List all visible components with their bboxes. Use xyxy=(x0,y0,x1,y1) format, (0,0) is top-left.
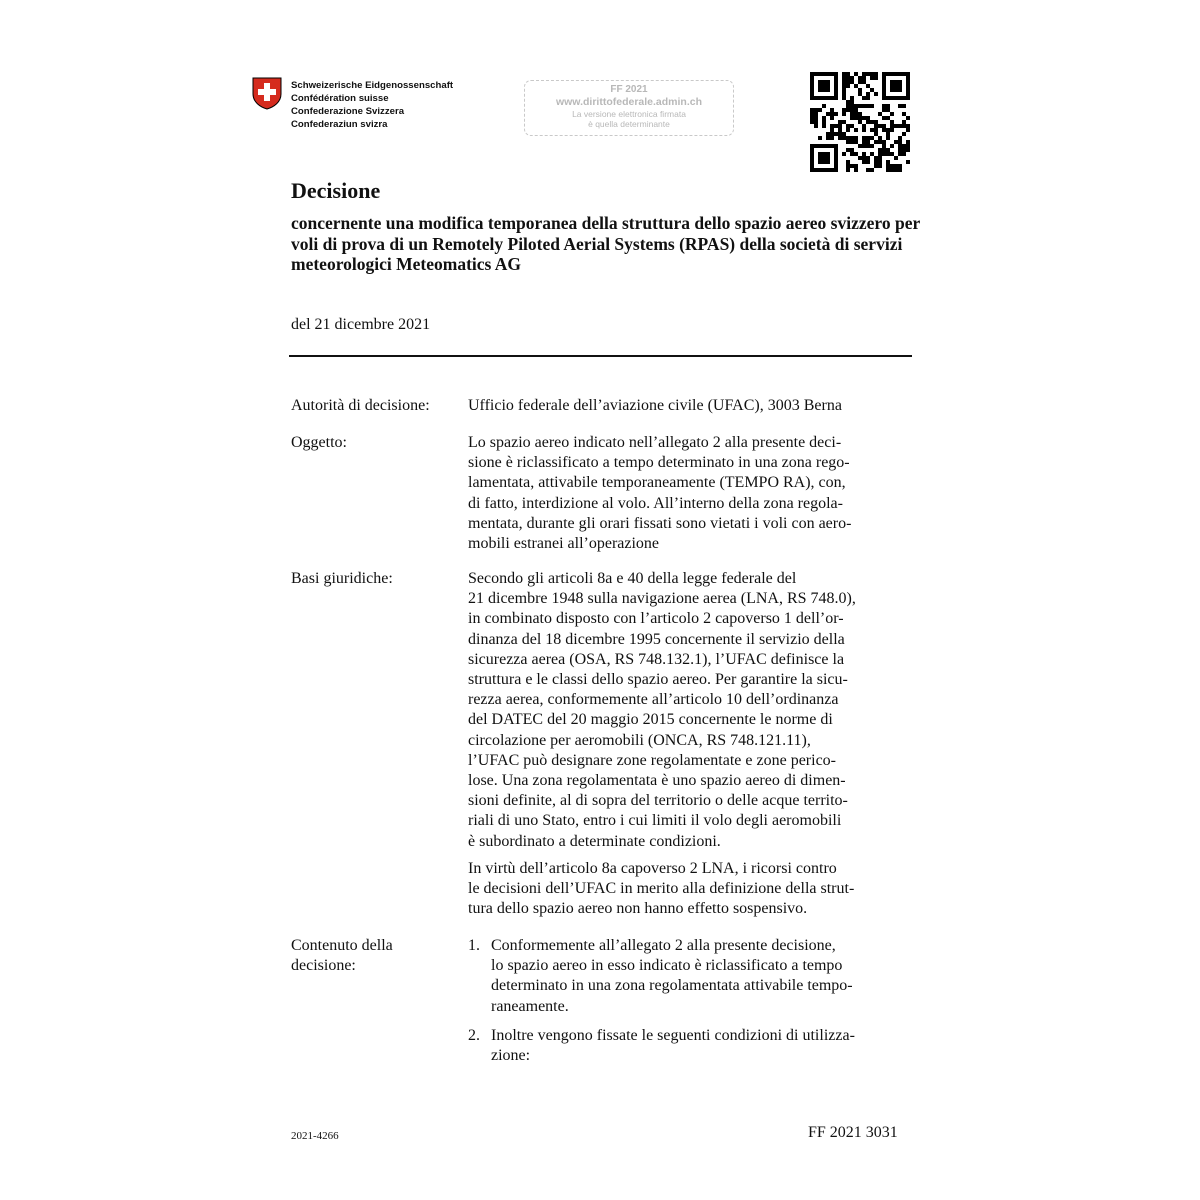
stamp-line-4: è quella determinante xyxy=(588,119,670,129)
authority-text: Ufficio federale dell’aviazione civile (UFAC), 3003 Berna xyxy=(468,397,842,414)
legal-label: Basi giuridiche: xyxy=(291,570,393,587)
legal-line: struttura e le classi dello spazio aereo. Per garantire la sicu- xyxy=(468,671,848,689)
stamp-url: www.dirittofederale.admin.ch xyxy=(555,96,703,108)
publication-stamp xyxy=(524,80,734,136)
legal-line: in combinato disposto con l’articolo 2 capoverso 1 dell’or- xyxy=(468,610,844,628)
legal-text-2 xyxy=(468,859,914,920)
name-it: Confederazione Svizzera xyxy=(291,106,405,117)
content-label xyxy=(291,936,393,976)
legal-line: del DATEC del 20 maggio 2015 concernente le norme di xyxy=(468,711,833,729)
item-line: lo spazio aereo in esso indicato è riclassificato a tempo xyxy=(491,957,843,975)
item-line: determinato in una zona regolamentata attivabile tempo- xyxy=(491,977,853,995)
document-subtitle: concernente una modifica temporanea della struttura dello spazio aereo svizzero per voli di prova di un Remotely Piloted Aerial Systems (RPAS) della società di servizi meteorologici Meteomatics AG xyxy=(291,213,920,274)
page-reference: FF 2021 3031 xyxy=(808,1124,898,1141)
authority-label: Autorità di decisione: xyxy=(291,397,430,414)
item-line: Conformemente all’allegato 2 alla presente decisione, xyxy=(491,937,836,954)
item-line: zione: xyxy=(491,1047,531,1065)
content-label-line: Contenuto della xyxy=(291,937,393,954)
object-line: mentata, durante gli orari fissati sono vietati i voli con aero- xyxy=(468,514,852,532)
legal-line: Secondo gli articoli 8a e 40 della legge federale del xyxy=(468,570,797,587)
stamp-line-1: FF 2021 xyxy=(610,84,648,95)
legal-line: tura dello spazio aereo non hanno effetto sospensivo. xyxy=(468,900,808,918)
stamp-line-3: La versione elettronica firmata xyxy=(572,109,686,119)
object-text xyxy=(468,433,914,554)
document-number: 2021-4266 xyxy=(291,1130,339,1142)
item-line: raneamente. xyxy=(491,997,569,1015)
item-text xyxy=(491,1026,911,1066)
legal-line: le decisioni dell’UFAC in merito alla definizione della strut- xyxy=(468,880,855,898)
legal-line: 21 dicembre 1948 sulla navigazione aerea (LNA, RS 748.0), xyxy=(468,590,856,608)
confederation-names xyxy=(291,79,453,131)
legal-line: riali di uno Stato, entro i cui limiti il volo degli aeromobili xyxy=(468,812,842,830)
divider xyxy=(289,355,912,357)
object-label: Oggetto: xyxy=(291,434,347,451)
name-fr: Confédération suisse xyxy=(291,93,389,104)
name-de: Schweizerische Eidgenossenschaft xyxy=(291,80,454,91)
document-date: del 21 dicembre 2021 xyxy=(291,316,431,333)
swiss-crest-icon xyxy=(252,77,282,110)
object-line: lamentata, attivabile temporaneamente (TEMPO RA), con, xyxy=(468,474,846,492)
object-line: di fatto, interdizione al volo. All’interno della zona regola- xyxy=(468,494,843,512)
legal-line: In virtù dell’articolo 8a capoverso 2 LNA, i ricorsi contro xyxy=(468,860,837,877)
legal-line: sioni definite, al di sopra del territorio o delle acque territo- xyxy=(468,792,848,810)
legal-line: circolazione per aeromobili (ONCA, RS 748.121.11), xyxy=(468,731,811,749)
legal-line: dinanza del 18 dicembre 1995 concernente il servizio della xyxy=(468,630,845,648)
object-line: sione è riclassificato a tempo determinato in una zona rego- xyxy=(468,454,850,472)
legal-line: l’UFAC può designare zone regolamentate e zone perico- xyxy=(468,751,836,769)
item-text xyxy=(491,936,911,1017)
object-line: Lo spazio aereo indicato nell’allegato 2 alla presente deci- xyxy=(468,434,842,451)
item-number: 1. xyxy=(468,937,480,954)
qr-code-icon xyxy=(810,72,910,172)
object-line: mobili estranei all’operazione xyxy=(468,535,660,553)
document-title: Decisione xyxy=(291,178,381,203)
legal-line: sicurezza aerea (OSA, RS 748.132.1), l’UFAC definisce la xyxy=(468,650,845,668)
legal-line: è subordinato a determinate condizioni. xyxy=(468,832,721,850)
item-number: 2. xyxy=(468,1027,480,1044)
content-label-line: decisione: xyxy=(291,957,356,975)
name-rm: Confederaziun svizra xyxy=(291,119,388,130)
legal-text xyxy=(468,569,914,852)
item-line: Inoltre vengono fissate le seguenti condizioni di utilizza- xyxy=(491,1027,855,1044)
legal-line: lose. Una zona regolamentata è uno spazio aereo di dimen- xyxy=(468,772,846,790)
legal-line: rezza aerea, conformemente all’articolo 10 dell’ordinanza xyxy=(468,691,839,709)
